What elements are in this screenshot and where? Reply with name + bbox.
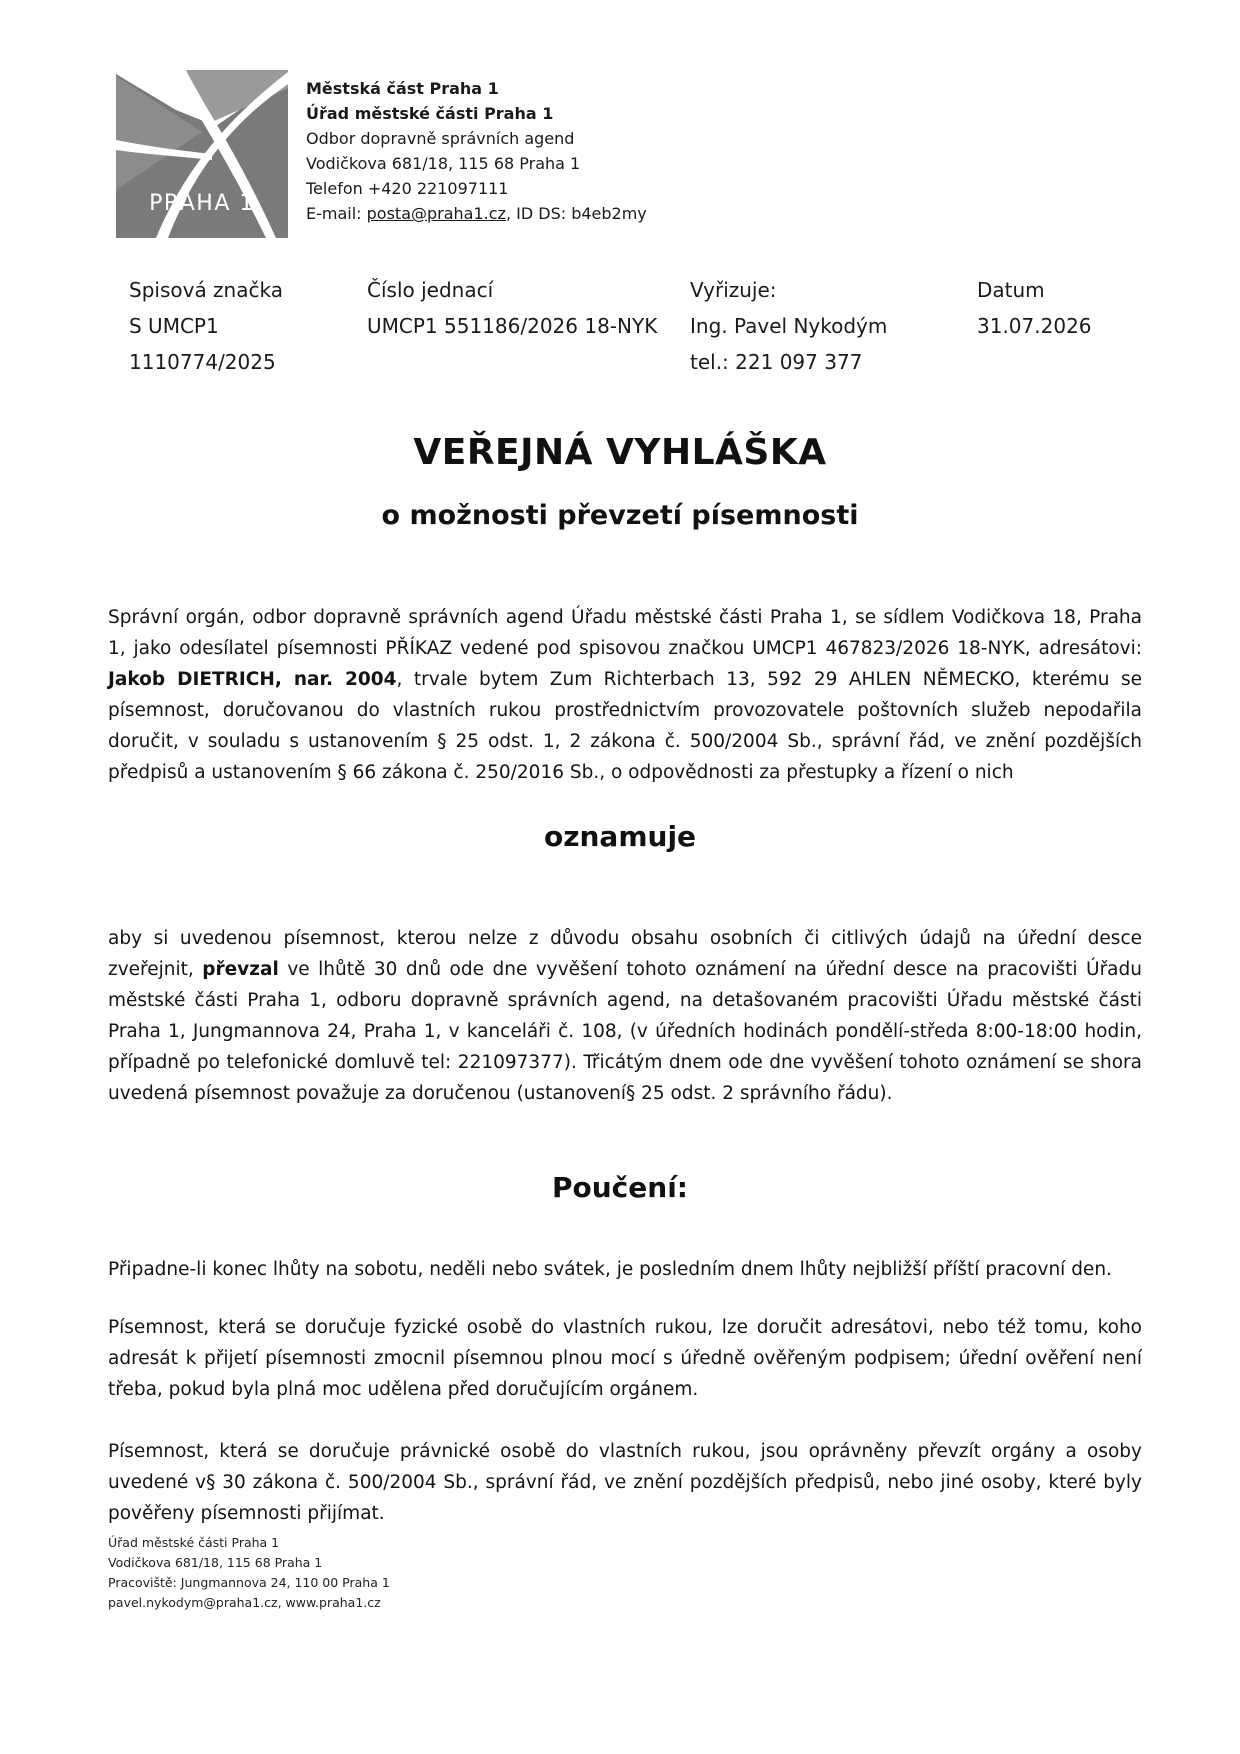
handled-by-label: Vyřizuje: (690, 278, 777, 302)
document-subtitle: o možnosti převzetí písemnosti (381, 500, 859, 531)
sender-email-label: E-mail: (306, 204, 367, 223)
date-label: Datum (977, 278, 1045, 302)
sender-municipality: Městská část Praha 1 (306, 79, 499, 98)
paragraph-announcement (108, 923, 1142, 1109)
meta-reference-number (367, 272, 657, 344)
file-mark-value-2: 1110774/2025 (129, 350, 276, 374)
meta-date (977, 272, 1092, 344)
announcement-text-a: aby si uvedenou písemnost, kterou nelze z důvodu obsahu osobních či citlivých údajů na úřední desce zveřejnit, (108, 928, 1142, 980)
sender-phone: Telefon +420 221097111 (306, 179, 509, 198)
sender-department: Odbor dopravně správních agend (306, 129, 575, 148)
sender-email-line (306, 201, 647, 226)
paragraph-intro (108, 602, 1142, 788)
heading-instruction: Poučení: (551, 1171, 688, 1204)
praha1-logo-graphic (116, 70, 288, 238)
file-mark-value-1: S UMCP1 (129, 314, 219, 338)
announcement-text-c: ve lhůtě 30 dnů ode dne vyvěšení tohoto oznámení na úřední desce na pracovišti Úřadu městské části Praha 1, odboru dopravně správních agend, na detašovaném pracovišti Úřadu městské části Praha 1, Jungmannova 24, Praha 1, v kanceláři č. 108, (v úředních hodinách pondělí-středa 8:00-18:00 hodin, případně po telefonické domluvě tel: 221097377). Třicátým dnem ode dne vyvěšení tohoto oznámení se shora uvedená písemnost považuje za doručenou (ustanovení§ 25 odst. 2 správního řádu). (108, 959, 1142, 1104)
intro-text-a: Správní orgán, odbor dopravně správních agend Úřadu městské části Praha 1, se sídlem Vodičkova 18, Praha 1, jako odesílatel písemnosti PŘÍKAZ vedené pod spisovou značkou UMCP1 467823/2026 18-NYK, adresátovi: (108, 607, 1142, 659)
logo-text: PRAHA 1 (149, 191, 255, 216)
meta-file-mark (129, 272, 283, 380)
document-title: VEŘEJNÁ VYHLÁŠKA (413, 432, 827, 473)
footer-workplace: Pracoviště: Jungmannova 24, 110 00 Praha 1 (108, 1575, 390, 1590)
praha1-logo (116, 70, 288, 238)
handled-by-name: Ing. Pavel Nykodým (690, 314, 888, 338)
file-mark-label: Spisová značka (129, 278, 283, 302)
date-value: 31.07.2026 (977, 314, 1092, 338)
footer-block (108, 1533, 390, 1613)
footer-office: Úřad městské části Praha 1 (108, 1535, 280, 1550)
sender-data-box: , ID DS: b4eb2my (505, 204, 647, 223)
sender-office: Úřad městské části Praha 1 (306, 104, 554, 123)
heading-announces: oznamuje (543, 820, 697, 853)
meta-handled-by (690, 272, 887, 380)
paragraph-deadline: Připadne-li konec lhůty na sobotu, neděli nebo svátek, je posledním dnem lhůty nejbližší příští pracovní den. (108, 1259, 1112, 1280)
announcement-keyword: převzal (202, 959, 279, 980)
intro-text-c: , trvale bytem Zum Richterbach 13, 592 29 AHLEN NĚMECKO, kterému se písemnost, doručovanou do vlastních rukou prostřednictvím provozovatele poštovních služeb nepodařila doručit, v souladu s ustanovením § 25 odst. 1, 2 zákona č. 500/2004 Sb., správní řád, ve znění pozdějších předpisů a ustanovením § 66 zákona č. 250/2016 Sb., o odpovědnosti za přestupky a řízení o nich (108, 669, 1142, 783)
paragraph-legal-entity: Písemnost, která se doručuje právnické osobě do vlastních rukou, jsou oprávněny převzít orgány a osoby uvedené v§ 30 zákona č. 500/2004 Sb., správní řád, ve znění pozdějších předpisů, nebo jiné osoby, které byly pověřeny písemnosti přijímat. (108, 1441, 1142, 1524)
reference-number-value: UMCP1 551186/2026 18-NYK (367, 314, 658, 338)
paragraph-natural-person: Písemnost, která se doručuje fyzické osobě do vlastních rukou, lze doručit adresátovi, nebo též tomu, koho adresát k přijetí písemnosti zmocnil písemnou plnou mocí s úředně ověřeným podpisem; úřední ověření není třeba, pokud byla plná moc udělena před doručujícím orgánem. (108, 1317, 1142, 1400)
sender-email-link[interactable]: posta@praha1.cz (366, 204, 506, 223)
footer-contacts: pavel.nykodym@praha1.cz, www.praha1.cz (108, 1595, 381, 1610)
addressee-name: Jakob DIETRICH, nar. 2004 (108, 669, 397, 690)
footer-address: Vodičkova 681/18, 115 68 Praha 1 (108, 1555, 323, 1570)
sender-block (306, 76, 647, 226)
handled-by-phone: tel.: 221 097 377 (690, 350, 863, 374)
sender-address: Vodičkova 681/18, 115 68 Praha 1 (306, 154, 581, 173)
reference-number-label: Číslo jednací (367, 278, 494, 302)
